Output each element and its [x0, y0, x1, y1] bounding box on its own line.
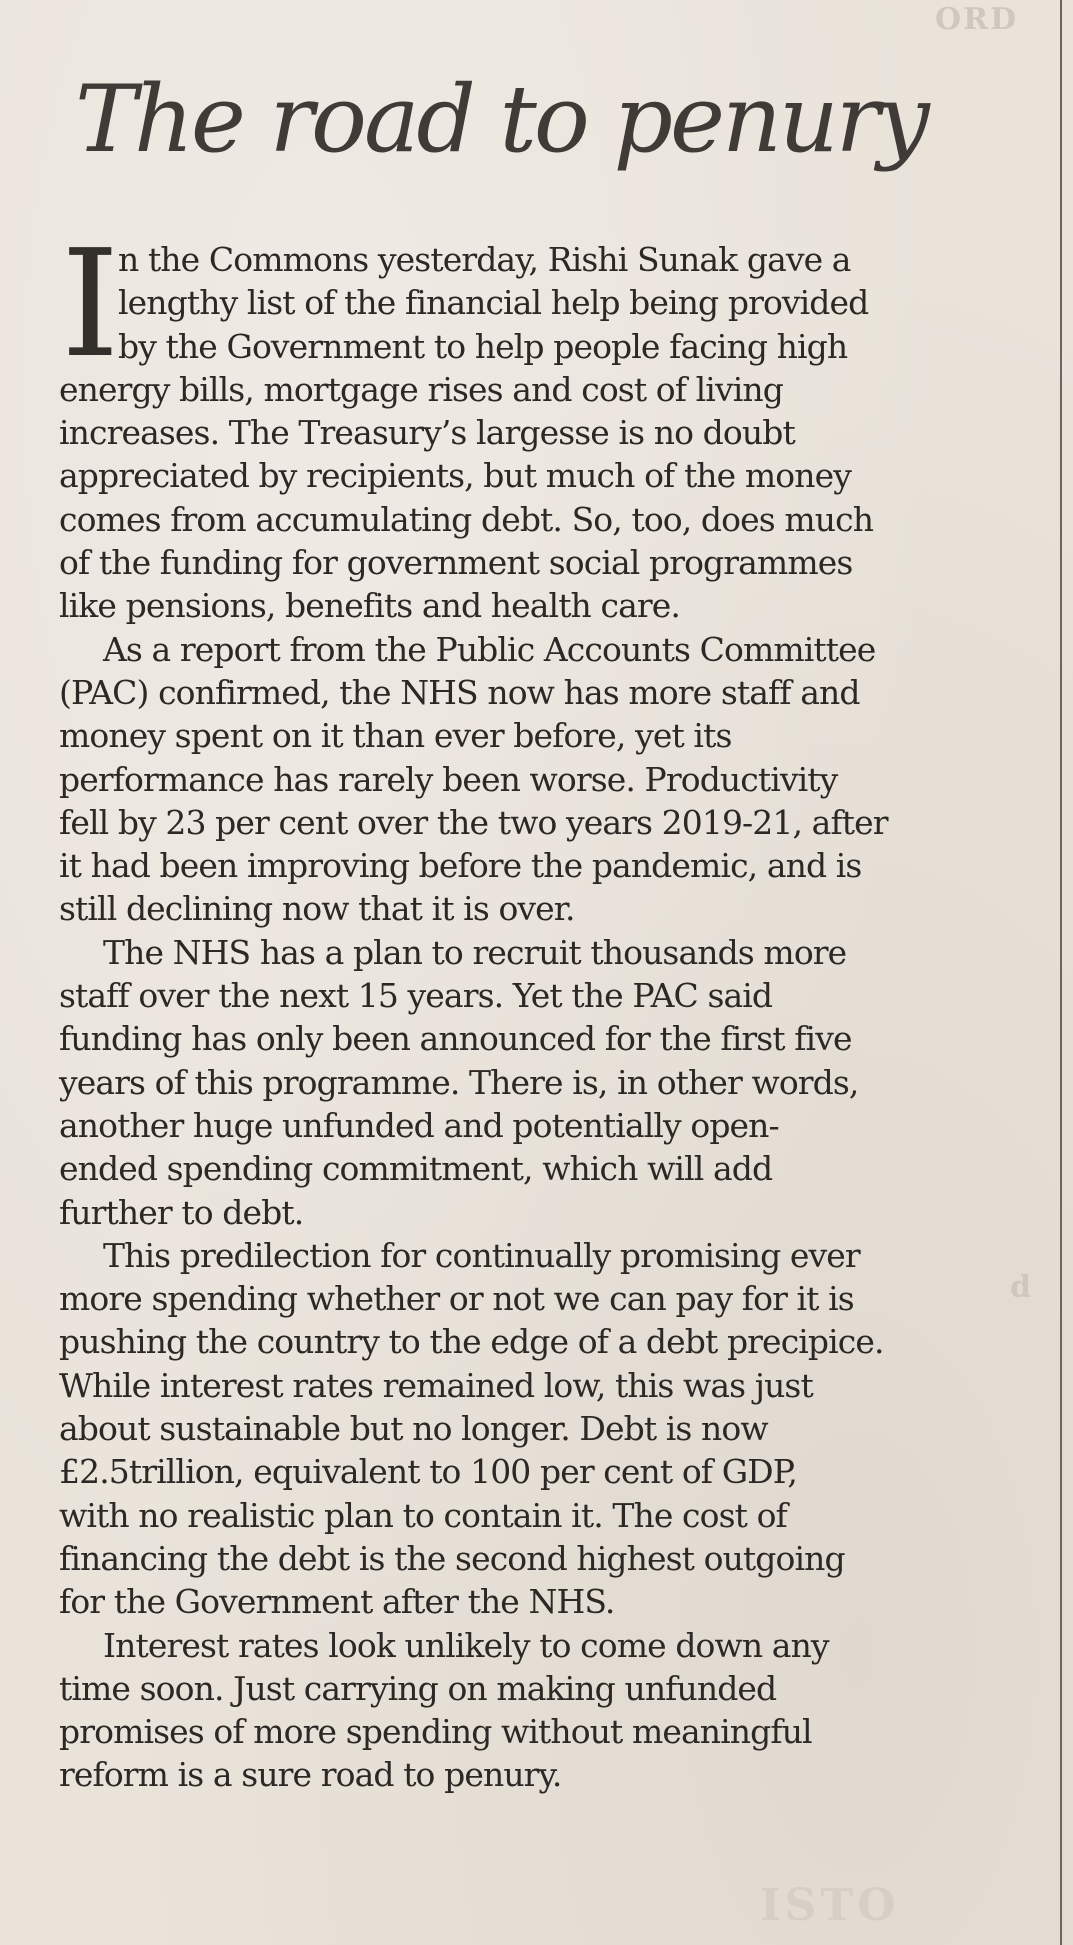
bleed-through-text-middle: d	[1010, 1270, 1031, 1305]
editorial-article	[59, 218, 1034, 1797]
text-line: The NHS has a plan to recruit thousands more	[103, 932, 847, 972]
paragraph	[59, 1234, 1034, 1624]
text-line: As a report from the Public Accounts Committee	[103, 629, 876, 669]
text-line: ended spending commitment, which will add	[59, 1149, 773, 1189]
text-line: further to debt.	[59, 1192, 304, 1232]
article-body	[59, 218, 1034, 1797]
text-line: reform is a sure road to penury.	[59, 1755, 562, 1795]
text-line: comes from accumulating debt. So, too, does much	[59, 499, 874, 539]
text-line: fell by 23 per cent over the two years 2019-21, after	[59, 802, 888, 842]
paragraph	[59, 628, 1034, 931]
text-line: staff over the next 15 years. Yet the PAC said	[59, 976, 773, 1016]
text-line: lengthy list of the financial help being provided	[118, 283, 869, 323]
headline: The road to penury	[75, 65, 927, 173]
text-line: While interest rates remained low, this was just	[59, 1365, 813, 1405]
text-line: of the funding for government social programmes	[59, 543, 853, 583]
text-line: like pensions, benefits and health care.	[59, 586, 680, 626]
text-line: (PAC) confirmed, the NHS now has more staff and	[59, 672, 860, 712]
text-line: money spent on it than ever before, yet its	[59, 716, 732, 756]
paragraph	[59, 931, 1034, 1234]
text-line: financing the debt is the second highest outgoing	[59, 1538, 845, 1578]
paragraph	[59, 1624, 1034, 1797]
text-line: increases. The Treasury’s largesse is no doubt	[59, 413, 795, 453]
text-line: time soon. Just carrying on making unfunded	[59, 1668, 777, 1708]
text-line: pushing the country to the edge of a debt precipice.	[59, 1322, 884, 1362]
text-line: £2.5trillion, equivalent to 100 per cent of GDP,	[59, 1452, 797, 1492]
column-rule	[1060, 0, 1062, 1945]
text-line: This predilection for continually promising ever	[103, 1235, 860, 1275]
text-line: promises of more spending without meaningful	[59, 1712, 812, 1752]
text-line: energy bills, mortgage rises and cost of living	[59, 369, 783, 409]
text-line: for the Government after the NHS.	[59, 1582, 615, 1622]
text-line: funding has only been announced for the first five	[59, 1019, 852, 1059]
text-line: more spending whether or not we can pay for it is	[59, 1279, 854, 1319]
text-line: by the Government to help people facing high	[118, 326, 848, 366]
text-line: years of this programme. There is, in other words,	[59, 1062, 859, 1102]
bleed-through-text-top: ORD	[935, 2, 1019, 37]
bleed-through-text-bottom: ISTO	[760, 1880, 900, 1931]
drop-cap: I	[61, 218, 120, 390]
text-line: appreciated by recipients, but much of the money	[59, 456, 851, 496]
text-line: it had been improving before the pandemic, and is	[59, 846, 862, 886]
text-line: still declining now that it is over.	[59, 889, 575, 929]
text-line: performance has rarely been worse. Productivity	[59, 759, 838, 799]
text-line: another huge unfunded and potentially open-	[59, 1105, 779, 1145]
text-line: Interest rates look unlikely to come down any	[103, 1625, 829, 1665]
text-line: with no realistic plan to contain it. The cost of	[59, 1495, 787, 1535]
text-line: about sustainable but no longer. Debt is now	[59, 1409, 768, 1449]
text-line: n the Commons yesterday, Rishi Sunak gave a	[118, 240, 851, 279]
paragraph	[59, 218, 1034, 628]
